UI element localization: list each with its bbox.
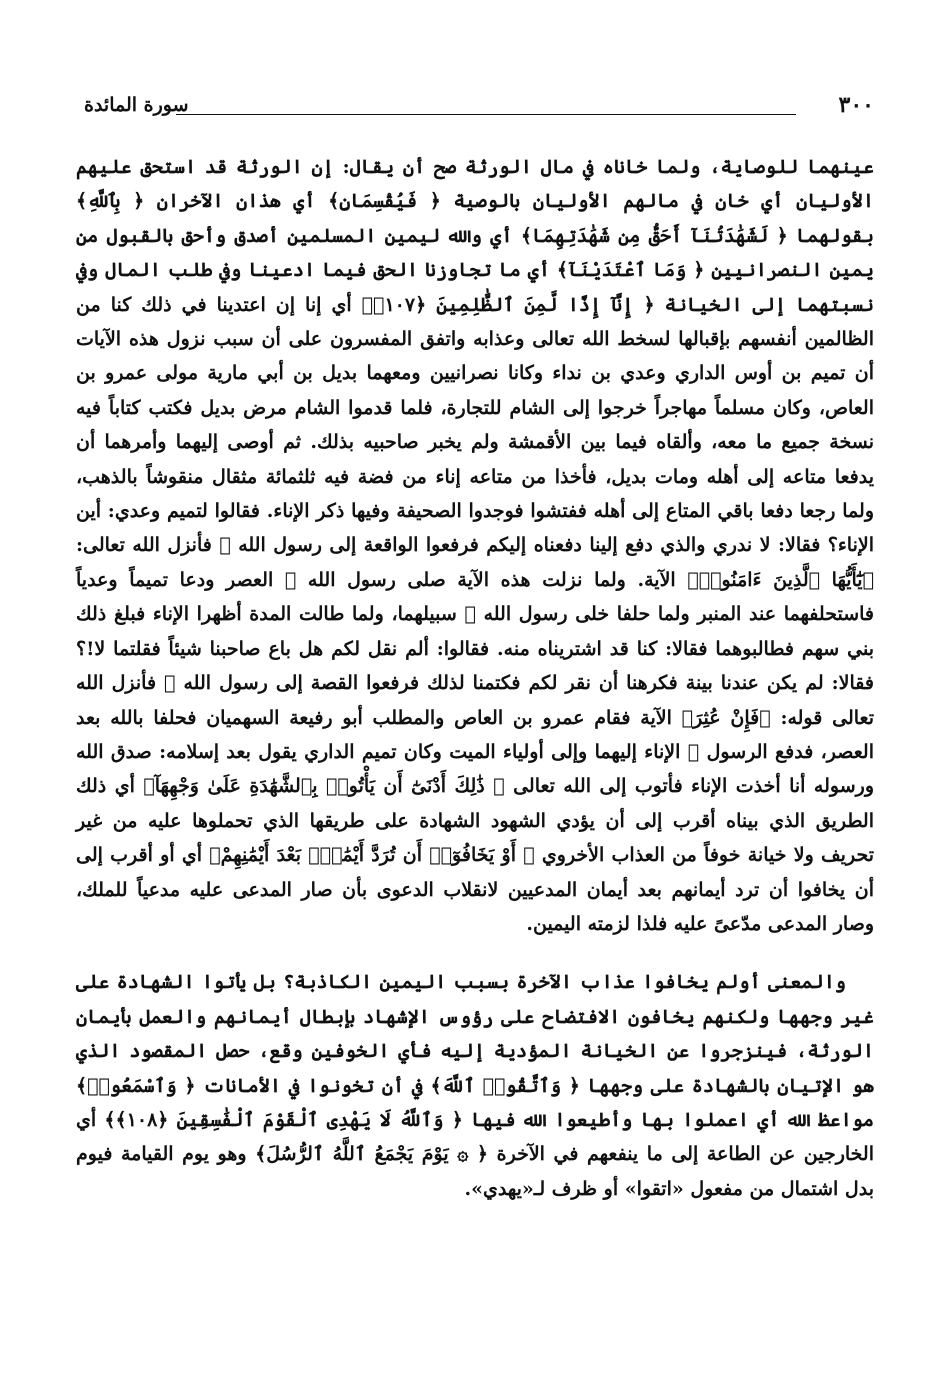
paragraph-1: عينهما للوصاية، ولما خاناه في مال الورثة صح أن يقال: إن الورثة قد استحق عليهم الأوليان أي خان في مالهم الأوليان بالوصية ﴿ فَيُقْسِمَانِ﴾ أي هذان الآخران ﴿ بِٱللَّهِ﴾ بقولهما ﴿ لَشَهَٰدَتُنَآ أَحَقُّ مِن شَهَٰدَتِهِمَا﴾ أي والله ليمين المسلمين أصدق وأحق بالقبول من يمين النصرانيين ﴿ وَمَا ٱعْتَدَيْنَآ﴾ أي ما تجاوزنا الحق فيما ادعينا وفي طلب المال وفي نسبتهما إلى الخيانة ﴿ إِنَّآ إِذًا لَّمِنَ ٱلظَّٰلِمِينَ ﴿١٠٧﴾﴾ أي إنا إن اعتدينا في ذلك كنا من الظالمين أنفسهم بإقبالها لسخط الله تعالى وعذابه واتفق المفسرون على أن سبب نزول هذه الآيات أن تميم بن أوس الداري وعدي بن نداء وكانا نصرانيين ومعهما بديل بن أبي مارية مولى عمرو بن العاص، وكان مسلماً مهاجراً خرجوا إلى الشام للتجارة، فلما قدموا الشام مرض بديل فكتب كتاباً فيه نسخة جميع ما معه، وألقاه فيما بين الأقمشة ولم يخبر صاحبيه بذلك. ثم أوصى إليهما وأمرهما أن يدفعا متاعه إلى أهله ومات بديل، فأخذا من متاعه إناء من فضة فيه ثلثمائة مثقال منقوشاً بالذهب، ولما رجعا دفعا باقي المتاع إلى أهله ففتشوا فوجدوا الصحيفة وفيها ذكر الإناء. فقالوا لتميم وعدي: أين الإناء؟ فقالا: لا ندري والذي دفع إلينا دفعناه إليكم فرفعوا الواقعة إلى رسول الله ﷺ فأنزل الله تعالى: ﴿يَٰٓأَيُّهَا ٱلَّذِينَ ءَامَنُوا۟﴾ الآية. ولما نزلت هذه الآية صلى رسول الله ﷺ العصر ودعا تميماً وعدياً فاستحلفهما عند المنبر ولما حلفا خلى رسول الله ﷺ سبيلهما، ولما طالت المدة أظهرا الإناء فبلغ ذلك بني سهم فطالبوهما فقالا: كنا قد اشتريناه منه. فقالوا: ألم نقل لكم هل باع صاحبنا شيئاً فقلتما لا!؟ فقالا: لم يكن عندنا بينة فكرهنا أن نقر لكم فكتمنا لذلك فرفعوا القصة إلى رسول الله ﷺ فأنزل الله تعالى قوله: ﴿فَإِنْ عُثِرَ﴾ الآية فقام عمرو بن العاص والمطلب أبو رفيعة السهميان فحلفا بالله بعد العصر، فدفع الرسول ﷺ الإناء إليهما وإلى أولياء الميت وكان تميم الداري يقول بعد إسلامه: صدق الله ورسوله أنا أخذت الإناء فأتوب إلى الله تعالى ﴿ ذَٰلِكَ أَدْنَىٰٓ أَن يَأْتُوا۟ بِٱلشَّهَٰدَةِ عَلَىٰ وَجْهِهَآ﴾ أي ذلك الطريق الذي بيناه أقرب إلى أن يؤدي الشهود الشهادة على طريقها الذي تحملوها عليه من غير تحريف ولا خيانة خوفاً من العذاب الأخروي ﴿ أَوْ يَخَافُوٓا۟ أَن تُرَدَّ أَيْمَٰنٌۢ بَعْدَ أَيْمَٰنِهِمْ﴾ أي أو أقرب إلى أن يخافوا أن ترد أيمانهم بعد أيمان المدعيين لانقلاب الدعوى بأن صار المدعى عليه مدعياً للملك، وصار المدعى مدّعىً عليه فلذا لزمته اليمين. [76,156,875,935]
paragraph-2: والمعنى أولم يخافوا عذاب الآخرة بسبب اليمين الكاذبة؟ بل يأتوا الشهادة على غير وجهها ولكنهم يخافون الافتضاح على رؤوس الإشهاد بإبطال أيمانهم والعمل بأيمان الورثة، فينزجروا عن الخيانة المؤدية إليه فأي الخوفين وقع، حصل المقصود الذي هو الإتيان بالشهادة على وجهها ﴿ وَٱتَّقُوا۟ ٱللَّهَ﴾ في أن تخونوا في الأمانات ﴿ وَٱسْمَعُوا۟﴾ مواعظ الله أي اعملوا بها وأطيعوا الله فيها ﴿ وَٱللَّهُ لَا يَهْدِى ٱلْقَوْمَ ٱلْفَٰسِقِينَ ﴿١٠٨﴾﴾ أي الخارجين عن الطاعة إلى ما ينفعهم في الآخرة ﴿ ۞ يَوْمَ يَجْمَعُ ٱللَّهُ ٱلرُّسُلَ﴾ وهو يوم القيامة فيوم بدل اشتمال من مفعول «اتقوا» أو ظرف لـ«يهدي». [76,971,875,1200]
page-number: ٣٠٠ [838,92,874,118]
header-rule [176,114,796,115]
surah-name: سورة المائدة [84,94,189,116]
page-body [76,150,874,1206]
page-header [84,92,874,128]
